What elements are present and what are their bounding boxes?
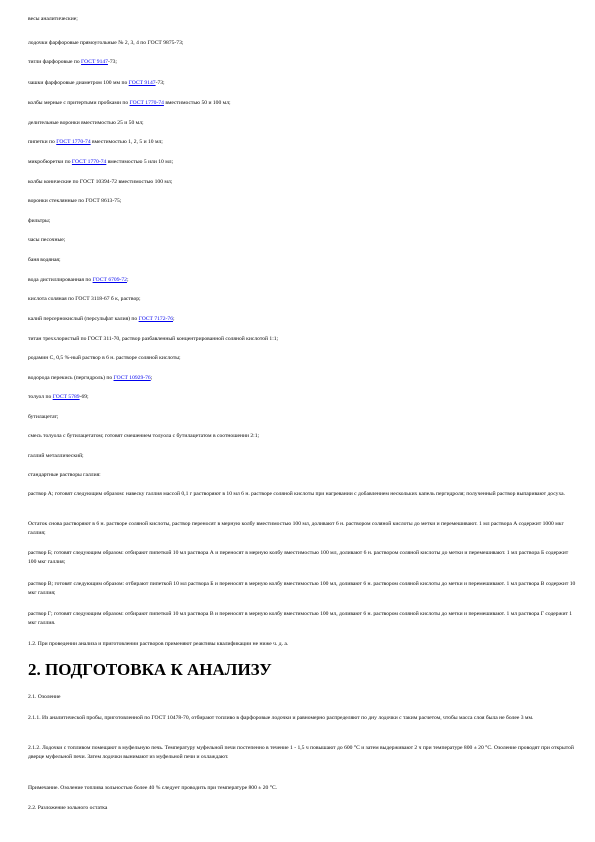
- paragraph: раствор Г; готовят следующим образом: отбирают пипеткой 10 мл раствора В и переносят в мерную колбу вместимостью 100 мл, доливают 6 н. раствором соляной кислоты до метки и перемешивают. 1 мл раствора Г содержит 1 мкг галлия.: [28, 611, 573, 627]
- text-line: тигли фарфоровые по ГОСТ 9147-73;: [28, 59, 117, 65]
- text-line: баня водяная;: [28, 257, 61, 263]
- gost-link[interactable]: ГОСТ 1770-74: [71, 159, 107, 165]
- text-line: стандартные растворы галлия:: [28, 472, 101, 478]
- gost-link[interactable]: ГОСТ 9147: [128, 80, 156, 86]
- text-line: вода дистиллированная по ГОСТ 6709-72;: [28, 277, 129, 283]
- text-line: колбы конические по ГОСТ 10394-72 вместимостью 100 мл;: [28, 179, 173, 185]
- text-line: весы аналитические;: [28, 16, 78, 22]
- gost-link[interactable]: ГОСТ 1770-74: [56, 139, 91, 145]
- paragraph: раствор А; готовят следующим образом: навеску галлия массой 0,1 г растворяют в 10 мл 6 н. растворе соляной кислоты при нагревании с добавлением нескольких капель пергидроля; полученный раствор выпаривают досуха.: [28, 491, 566, 497]
- gost-link[interactable]: ГОСТ 5789: [52, 394, 80, 400]
- text-line: толуол по ГОСТ 5789-69;: [28, 394, 89, 400]
- gost-link[interactable]: ГОСТ 7172-76: [138, 316, 173, 322]
- text-line: делительные воронки вместимостью 25 и 50 мл;: [28, 120, 144, 126]
- text-line: кислота соляная по ГОСТ 3118-67 б к, раствор;: [28, 296, 141, 302]
- paragraph: раствор Б; готовят следующим образом: отбирают пипеткой 10 мл раствора А и переносят в мерную колбу вместимостью 100 мл, доливают 6 н. раствором соляной кислоты до метки и перемешивают. 1 мл раствора Б содержит 100 мкг галлия;: [28, 550, 569, 566]
- text-line: лодочки фарфоровые прямоугольные № 2, 3, 4 по ГОСТ 9875-73;: [28, 40, 184, 46]
- text-line: воронки стеклянные по ГОСТ 8613-75;: [28, 198, 122, 204]
- text-line: калий персернокислый (персульфат калия) по ГОСТ 7172-76;: [28, 316, 175, 322]
- gost-link[interactable]: ГОСТ 6709-72: [92, 277, 127, 283]
- text-line: колбы мерные с притертыми пробками по ГОСТ 1770-74 вместимостью 50 и 100 мл;: [28, 100, 231, 106]
- text-line: галлий металлический;: [28, 453, 84, 459]
- section-heading: 2. ПОДГОТОВКА К АНАЛИЗУ: [28, 660, 272, 679]
- paragraph: Остаток снова растворяют в 6 н. растворе соляной кислоты, раствор переносят в мерную колбу вместимостью 100 мл, доливают 6 н. раствором соляной кислоты до метки и перемешивают. 1 мл раствора А содержит 1000 мкг галлия;: [28, 521, 564, 537]
- text-line: чашки фарфоровые диаметром 100 мм по ГОСТ 9147-73;: [28, 80, 165, 86]
- text-line: микробюретки по ГОСТ 1770-74 вместимостью 5 или 10 мл;: [28, 159, 174, 165]
- text-line: смесь толуола с бутилацетатом; готовят смешением толуола с бутилацетатом в соотношении 2:1;: [28, 433, 260, 439]
- note: Примечание. Озоление топлива зольностью более 40 % следует проводить при температуре 800 ± 20 °С.: [28, 785, 278, 791]
- paragraph: 2.1.2. Лодочки с топливом помещают в муфельную печь. Температуру муфельной печи постепенно в течение 1 - 1,5 ч повышают до 600 °С и затем выдерживают 2 ч при температуре 800 ± 20 °С. Озоление проводят при открытой дверце муфельной печи. Затем лодочки вынимают из муфельной печи и охлаждают.: [28, 745, 574, 761]
- text-line: пипетки по ГОСТ 1770-74 вместимостью 1, 2, 5 и 10 мл;: [28, 139, 163, 145]
- gost-link[interactable]: ГОСТ 10929-76: [113, 375, 151, 381]
- text-line: фильтры;: [28, 218, 51, 224]
- paragraph: 2.1.1. Из аналитической пробы, приготовленной по ГОСТ 10478-70, отбирают топливо в фарфоровые лодочки и равномерно распределяют по дну лодочки с таким расчетом, чтобы масса слоя была не более 3 мм.: [28, 715, 534, 721]
- paragraph: раствор В; готовят следующим образом: отбирают пипеткой 10 мл раствора Б и переносят в мерную колбу вместимостью 100 мл, доливают 6 н. раствором соляной кислоты до метки и перемешивают. 1 мл раствора В содержит 10 мкг галлия;: [28, 581, 576, 597]
- text-line: водорода перекись (пергидроль) по ГОСТ 10929-76;: [28, 375, 153, 381]
- text-line: бутилацетат;: [28, 414, 59, 420]
- subsection-title: 2.2. Разложение зольного остатка: [28, 805, 108, 811]
- text-line: часы песочные;: [28, 237, 66, 243]
- text-line: родамин С, 0,5 %-ный раствор в 6 н. растворе соляной кислоты;: [28, 355, 181, 361]
- text-line: 1.2. При проведении анализа и приготовлении растворов применяют реактивы квалификации не ниже ч. д. а.: [28, 641, 289, 647]
- subsection-title: 2.1. Озоление: [28, 694, 61, 700]
- gost-link[interactable]: ГОСТ 1770-74: [129, 100, 164, 106]
- text-line: титан треххлористый по ГОСТ 311-70, раствор разбавленный концентрированной соляной кислотой 1:1;: [28, 336, 279, 342]
- gost-link[interactable]: ГОСТ 9147: [81, 59, 108, 65]
